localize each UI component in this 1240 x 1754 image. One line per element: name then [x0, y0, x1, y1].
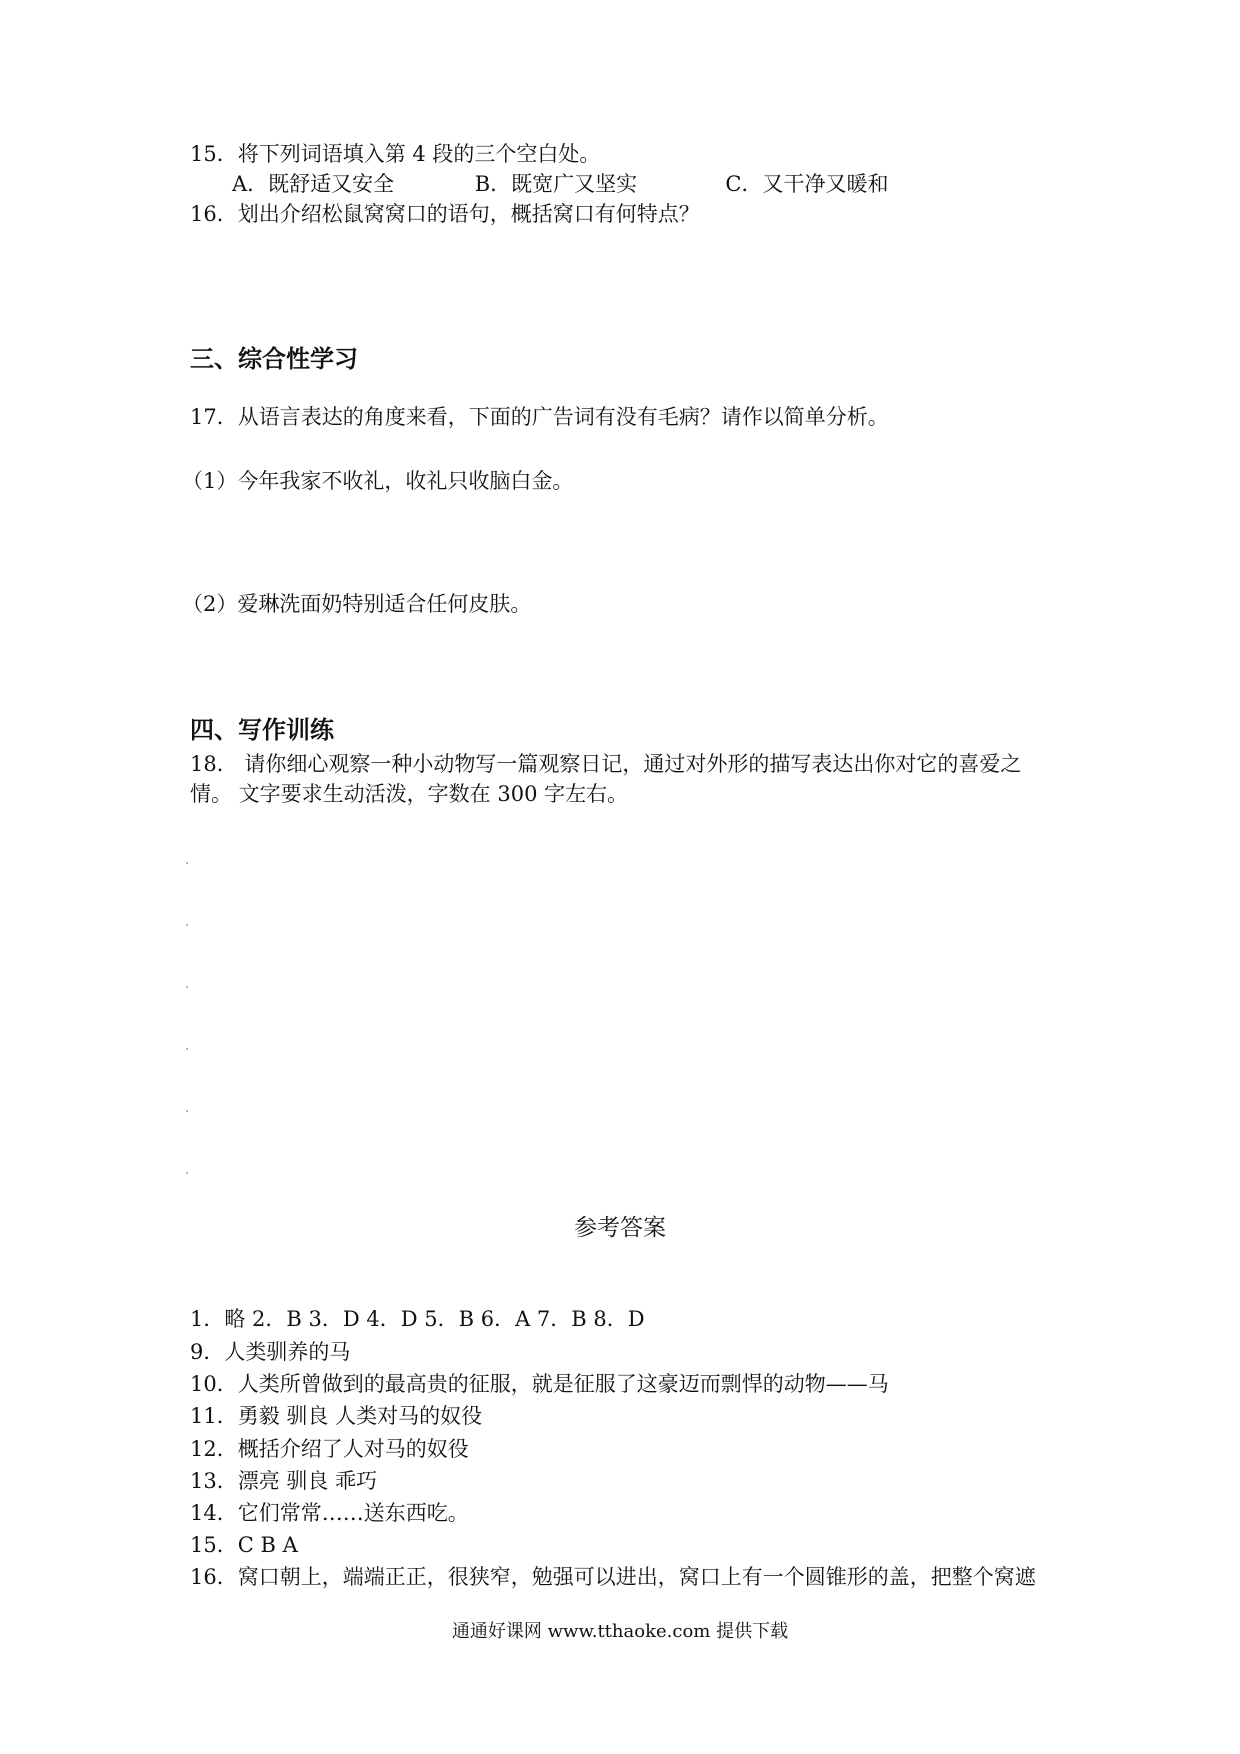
question-18-line-2: 情。 文字要求生动活泼，字数在 300 字左右。	[190, 782, 629, 806]
section-4-title: 四、写作训练	[190, 716, 334, 744]
writing-line-dot	[186, 1110, 188, 1112]
question-17-item-1: （1）今年我家不收礼，收礼只收脑白金。	[182, 469, 574, 493]
writing-line-dot	[186, 1172, 188, 1174]
question-16: 16．划出介绍松鼠窝窝口的语句，概括窝口有何特点？	[190, 202, 700, 226]
page-footer: 通通好课网 www.tthaoke.com 提供下载	[451, 1621, 789, 1642]
answer-line-8: 15．C B A	[190, 1533, 298, 1557]
answer-line-2: 9．人类驯养的马	[190, 1340, 351, 1364]
answer-line-5: 12．概括介绍了人对马的奴役	[190, 1437, 469, 1461]
answers-title: 参考答案	[574, 1215, 666, 1241]
writing-line-dot	[186, 924, 188, 926]
answer-line-1: 1．略 2．B 3．D 4．D 5．B 6．A 7．B 8．D	[190, 1307, 645, 1331]
writing-line-dot	[186, 862, 188, 864]
question-15: 15．将下列词语填入第 4 段的三个空白处。	[190, 142, 601, 166]
option-b: B．既宽广又坚实	[474, 172, 638, 196]
section-3-title: 三、综合性学习	[190, 345, 358, 373]
answer-line-3: 10．人类所曾做到的最高贵的征服，就是征服了这豪迈而剽悍的动物——马	[190, 1372, 889, 1396]
writing-line-dot	[186, 1048, 188, 1050]
answer-line-4: 11．勇毅 驯良 人类对马的奴役	[190, 1404, 483, 1428]
question-17-item-2: （2）爱琳洗面奶特别适合任何皮肤。	[182, 592, 532, 616]
answer-line-9: 16．窝口朝上，端端正正，很狭窄，勉强可以进出，窝口上有一个圆锥形的盖，把整个窝遮	[190, 1565, 1036, 1589]
question-15-options	[232, 170, 888, 198]
writing-line-dot	[186, 986, 188, 988]
question-17: 17．从语言表达的角度来看，下面的广告词有没有毛病？请作以简单分析。	[190, 405, 889, 429]
question-18-line-1: 18． 请你细心观察一种小动物写一篇观察日记，通过对外形的描写表达出你对它的喜爱之	[190, 752, 1022, 776]
option-c: C．又干净又暖和	[725, 172, 889, 196]
answer-line-7: 14．它们常常……送东西吃。	[190, 1501, 469, 1525]
option-a: A．既舒适又安全	[232, 172, 395, 196]
answer-line-6: 13．漂亮 驯良 乖巧	[190, 1469, 378, 1493]
